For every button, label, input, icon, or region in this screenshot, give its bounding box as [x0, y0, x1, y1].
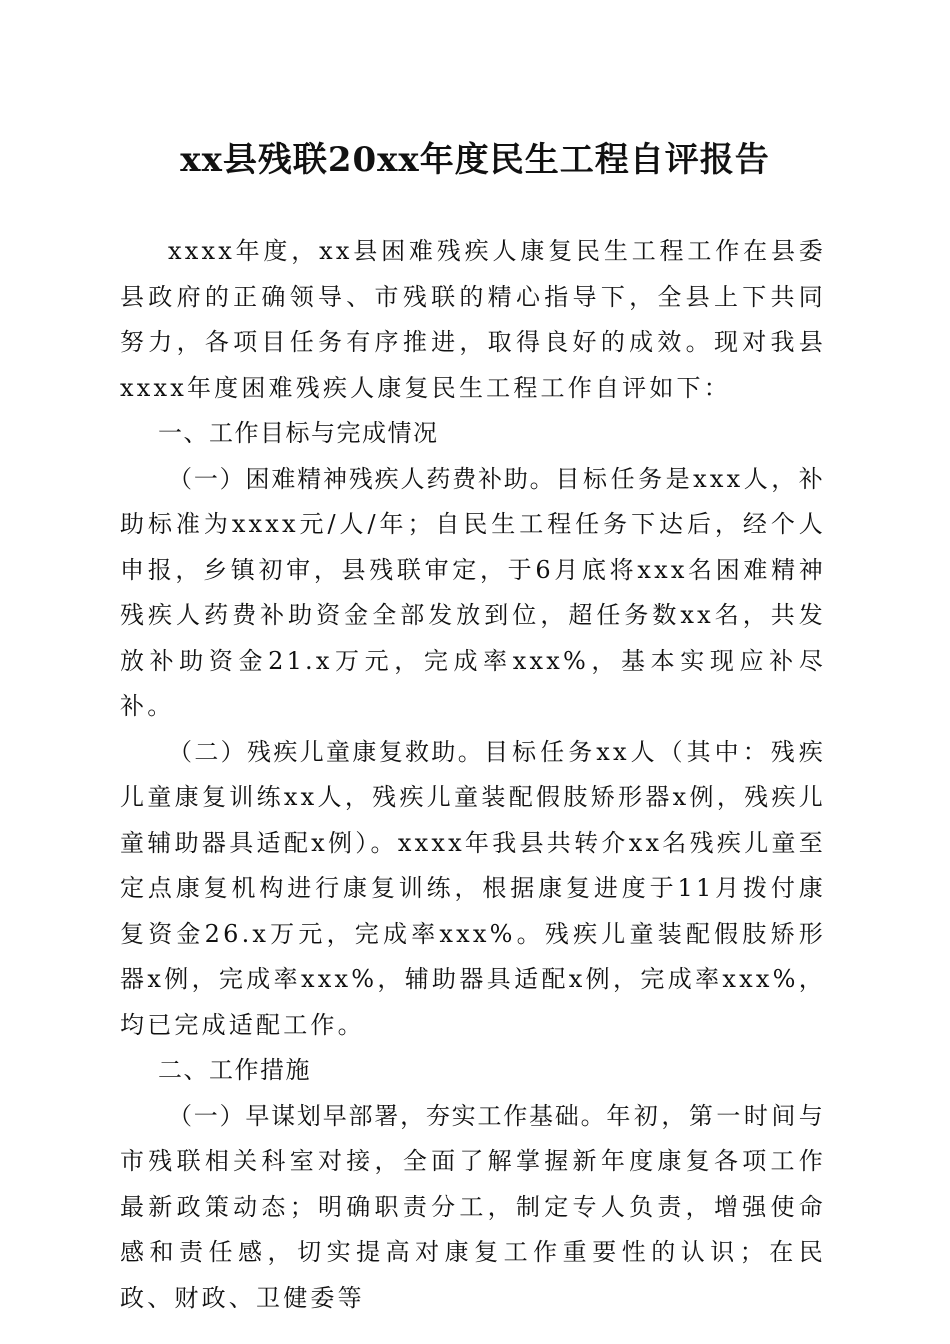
- section-2-item-1-lead: （一）早谋划早部署，夯实工作基础。: [168, 1101, 607, 1130]
- section-1-item-1-paragraph: [120, 457, 826, 730]
- document-title: xx县残联20xx年度民生工程自评报告: [180, 140, 770, 180]
- intro-paragraph: xxxx年度，xx县困难残疾人康复民生工程工作在县委县政府的正确领导、市残联的精心指导下，全县上下共同努力，各项目任务有序推进，取得良好的成效。现对我县xxxx年度困难残疾人康复民生工程工作自评如下：: [120, 237, 826, 402]
- section-2-heading: 二、工作措施: [158, 1056, 311, 1084]
- document-body: [120, 229, 826, 1321]
- section-1-heading: 一、工作目标与完成情况: [158, 419, 439, 447]
- section-1-item-1-text: 目标任务是xxx人，补助标准为xxxx元/人/年；自民生工程任务下达后，经个人申报，乡镇初审，县残联审定，于6月底将xxx名困难精神残疾人药费补助资金全部发放到位，超任务数xx名，共发放补助资金21.x万元，完成率xxx%，基本实现应补尽补。: [120, 464, 826, 720]
- section-2-item-1-paragraph: [120, 1094, 826, 1322]
- section-1-item-1-lead: （一）困难精神残疾人药费补助。: [168, 464, 556, 493]
- section-1-item-2-text: 目标任务xx人（其中：残疾儿童康复训练xx人，残疾儿童装配假肢矫形器x例，残疾儿童辅助器具适配x例）。xxxx年我县共转介xx名残疾儿童至定点康复机构进行康复训练，根据康复进度于11月拨付康复资金26.x万元，完成率xxx%。残疾儿童装配假肢矫形器x例，完成率xxx%，辅助器具适配x例，完成率xxx%，均已完成适配工作。: [120, 737, 827, 1039]
- section-1-item-2-lead: （二）残疾儿童康复救助。: [168, 737, 485, 766]
- section-2-item-1-text: 年初，第一时间与市残联相关科室对接，全面了解掌握新年度康复各项工作最新政策动态；明确职责分工，制定专人负责，增强使命感和责任感，切实提高对康复工作重要性的认识；在民政、财政、卫健委等: [120, 1101, 826, 1312]
- section-1-item-2-paragraph: [120, 730, 826, 1049]
